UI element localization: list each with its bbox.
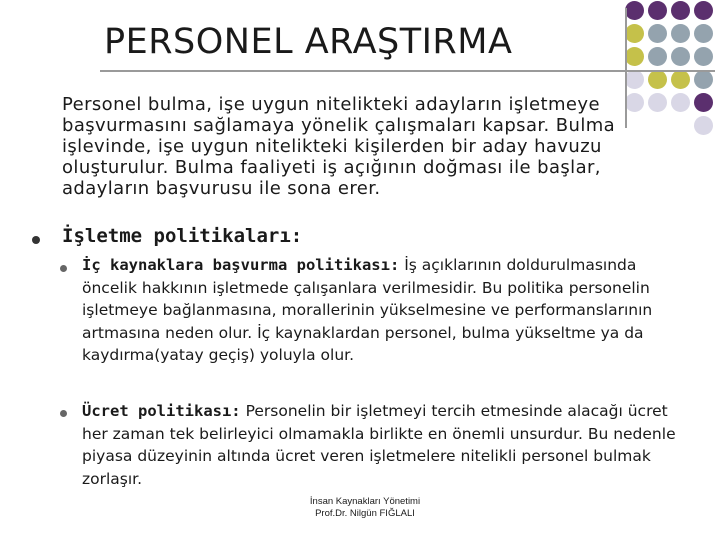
decoration-dot bbox=[671, 47, 690, 66]
decoration-dot bbox=[694, 1, 713, 20]
decoration-dot bbox=[694, 93, 713, 112]
horizontal-divider bbox=[100, 70, 715, 72]
policy-label: İç kaynaklara başvurma politikası: bbox=[82, 256, 400, 274]
bullet-marker bbox=[32, 236, 40, 244]
decoration-dot bbox=[671, 1, 690, 20]
decoration-dot bbox=[671, 24, 690, 43]
footer-course: İnsan Kaynakları Yönetimi bbox=[309, 496, 421, 507]
decoration-dot bbox=[625, 47, 644, 66]
decoration-dot bbox=[694, 24, 713, 43]
policy-label: Ücret politikası: bbox=[82, 402, 241, 420]
footer-author: Prof.Dr. Nilgün FIĞLALI bbox=[315, 508, 415, 519]
policies-heading: İşletme politikaları: bbox=[62, 225, 303, 247]
decoration-dot bbox=[625, 1, 644, 20]
slide-title: PERSONEL ARAŞTIRMA bbox=[104, 22, 513, 62]
bullet-marker bbox=[60, 410, 67, 417]
decoration-dot bbox=[625, 70, 644, 89]
policy-item-wage bbox=[82, 400, 694, 490]
decoration-dot bbox=[648, 47, 667, 66]
decoration-dot bbox=[694, 47, 713, 66]
decoration-dot bbox=[694, 70, 713, 89]
policy-text: Personelin bir işletmeyi tercih etmesinde alacağı ücret her zaman tek belirleyici olmamakla birlikte en önemli unsurdur. Bu nedenle piyasa düzeyinin altında ücret veren işletmelere nitelikli personel bulmak zorlaşır. bbox=[82, 402, 676, 488]
decoration-dot bbox=[648, 24, 667, 43]
policy-text: İş açıklarının doldurulmasında öncelik hakkının işletmede çalışanlara verilmesidir. Bu politika personelin işletmeye bağlanmasına, morallerinin yükselmesine ve performanslarının artmasına neden olur. İç kaynaklardan personel, bulma yükseltme ya da kaydırma(yatay geçiş) yoluyla olur. bbox=[82, 256, 653, 365]
policy-item-internal bbox=[82, 254, 694, 367]
decoration-dot bbox=[648, 1, 667, 20]
decoration-dot bbox=[625, 24, 644, 43]
intro-paragraph: Personel bulma, işe uygun nitelikteki adayların işletmeye başvurmasını sağlamaya yönelik çalışmaları kapsar. Bulma işlevinde, işe uygun nitelikteki kişilerden bir aday havuzu oluşturulur. Bulma faaliyeti iş açığının doğması ile başlar, adayların başvurusu ile sona erer. bbox=[62, 94, 616, 199]
bullet-marker bbox=[60, 265, 67, 272]
decoration-dot bbox=[648, 70, 667, 89]
footer bbox=[240, 496, 490, 520]
decoration-dot bbox=[694, 116, 713, 135]
decoration-dot bbox=[671, 70, 690, 89]
